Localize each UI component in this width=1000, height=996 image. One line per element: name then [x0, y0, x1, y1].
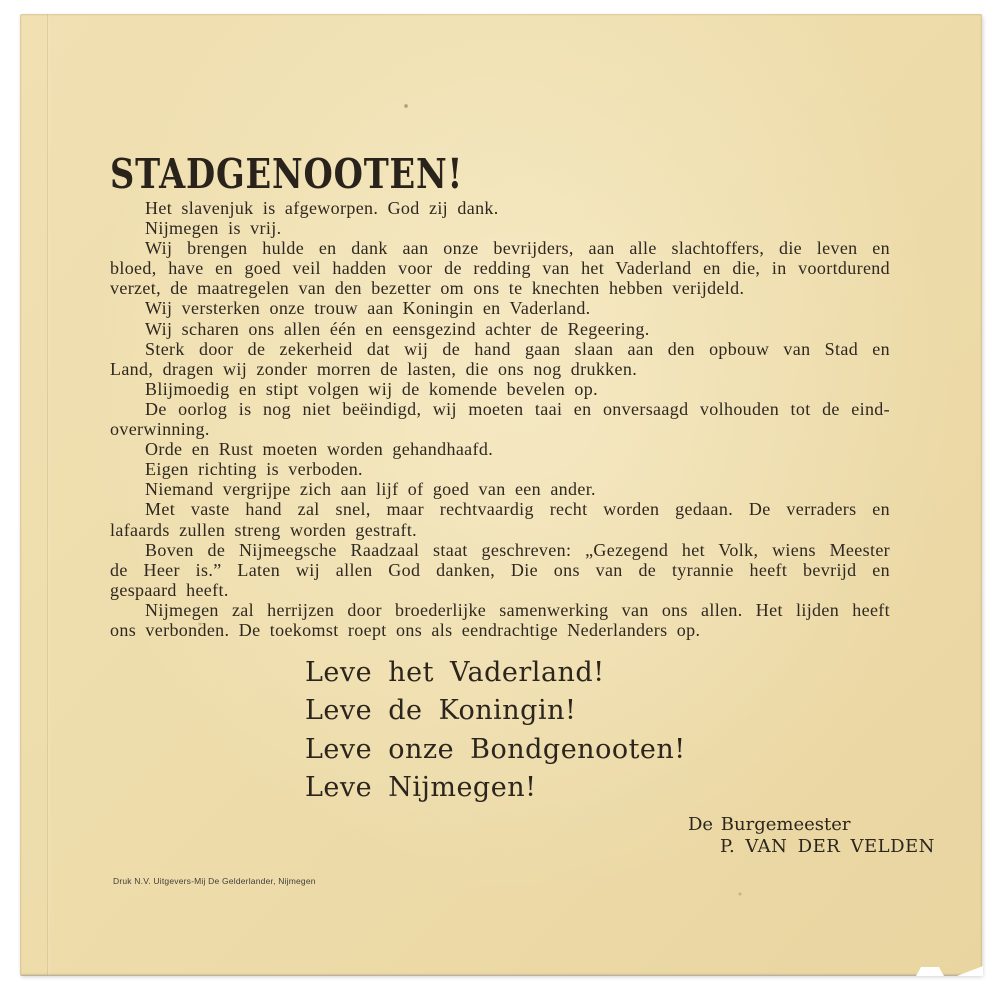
body-line: Het slavenjuk is afgeworpen. God zij dank.	[145, 198, 499, 218]
body-line: Eigen richting is verboden.	[145, 459, 363, 480]
body-line: Wij versterken onze trouw aan Koningin en Vaderland.	[145, 298, 591, 319]
fold-crease	[47, 14, 48, 975]
body-line: Boven de Nijmeegsche Raadzaal staat geschreven: „Gezegend het Volk, wiens Meester	[145, 539, 890, 560]
signature-block	[668, 814, 935, 858]
poster-title: STADGENOOTEN!	[110, 150, 464, 198]
slogan-line: Leve de Koningin!	[305, 695, 577, 727]
signature-name: P. VAN DER VELDEN	[720, 836, 935, 857]
torn-notch	[916, 967, 944, 976]
body-line: Wij scharen ons allen één en eensgezind achter de Regeering.	[145, 318, 650, 339]
body-line: ons verbonden. De toekomst roept ons als eendrachtige Nederlanders op.	[110, 619, 701, 640]
poster-paper	[20, 14, 982, 975]
slogan-line: Leve het Vaderland!	[305, 657, 605, 688]
body-line: bloed, have en goed veil hadden voor de redding van het Vaderland en die, in voortdurend	[110, 258, 890, 279]
body-text	[110, 198, 890, 640]
body-line: verzet, de maatregelen van den bezetter om ons te knechten hebben verijdeld.	[110, 278, 745, 299]
body-line: Met vaste hand zal snel, maar rechtvaardig recht worden gedaan. De verraders en	[145, 499, 890, 520]
printer-imprint: Druk N.V. Uitgevers-Mij De Gelderlander, Nijmegen	[113, 876, 316, 886]
body-line: gespaard heeft.	[110, 579, 229, 600]
slogan-line: Leve Nijmegen!	[305, 772, 537, 804]
body-line: lafaards zullen streng worden gestraft.	[110, 519, 418, 540]
slogan-line: Leve onze Bondgenooten!	[305, 733, 686, 765]
body-line: De oorlog is nog niet beëindigd, wij moeten taai en onversaagd volhouden tot de eind-	[145, 398, 890, 419]
body-line: de Heer is.” Laten wij allen God danken, Die ons van de tyrannie heeft bevrijd en	[110, 559, 890, 580]
body-line: Blijmoedig en stipt volgen wij de komende bevelen op.	[145, 378, 598, 399]
body-line: Niemand vergrijpe zich aan lijf of goed van een ander.	[145, 479, 596, 500]
body-line: Nijmegen zal herrijzen door broederlijke samenwerking van ons allen. Het lijden heeft	[145, 599, 890, 620]
body-line: Land, dragen wij zonder morren de lasten, die ons nog drukken.	[110, 358, 638, 379]
body-line: Sterk door de zekerheid dat wij de hand gaan slaan aan den opbouw van Stad en	[145, 338, 890, 359]
body-line: Wij brengen hulde en dank aan onze bevrijders, aan alle slachtoffers, die leven en	[145, 238, 890, 259]
body-line: Nijmegen is vrij.	[145, 218, 282, 239]
signature-role: De Burgemeester	[688, 814, 851, 835]
body-line: Orde en Rust moeten worden gehandhaafd.	[145, 439, 494, 460]
slogans	[305, 654, 686, 808]
body-line: overwinning.	[110, 419, 210, 440]
torn-corner	[957, 966, 983, 976]
